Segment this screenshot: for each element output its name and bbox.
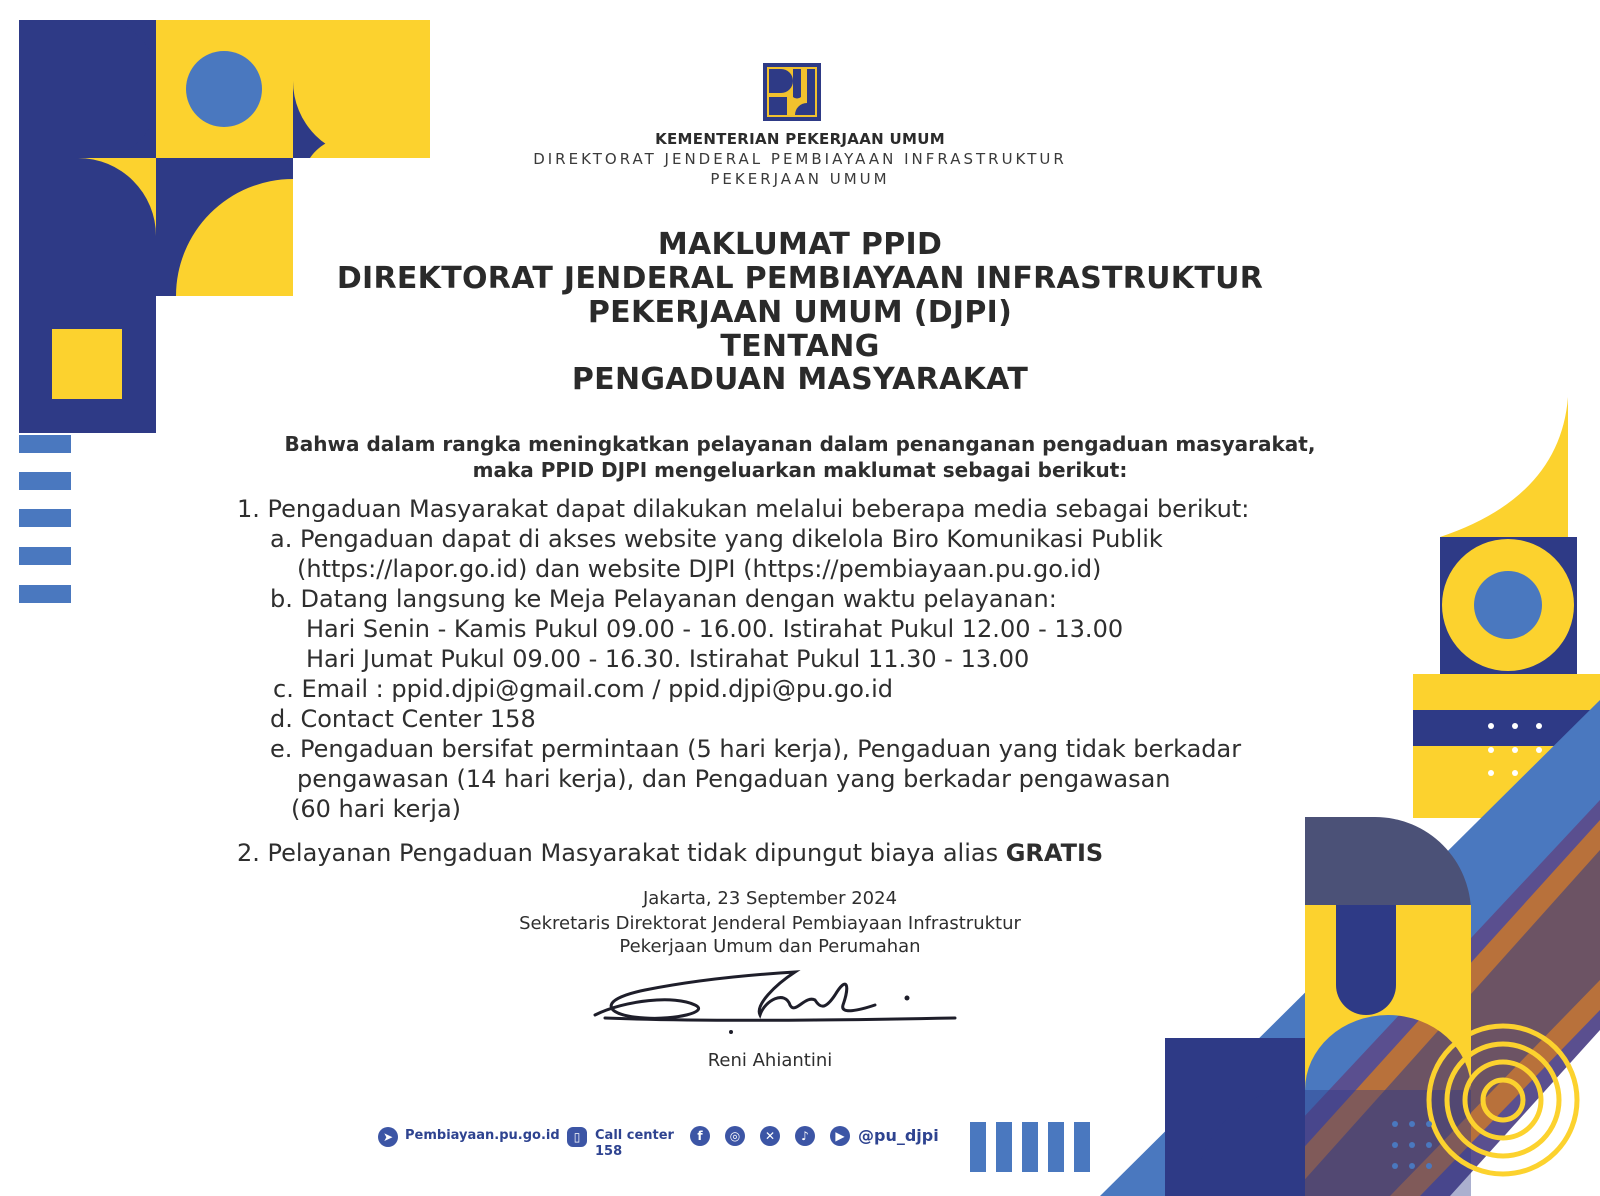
cursor-icon: ➤	[378, 1127, 398, 1147]
point-2-text: 2. Pelayanan Pengaduan Masyarakat tidak dipungut biaya alias	[237, 839, 1006, 867]
point-1b-line3: Hari Jumat Pukul 09.00 - 16.30. Istirahat Pukul 11.30 - 13.00	[306, 645, 1030, 673]
point-2	[237, 838, 1103, 868]
instagram-icon: ◎	[725, 1126, 745, 1146]
tiktok-icon: ♪	[795, 1126, 815, 1146]
phone-icon: ▯	[567, 1127, 587, 1147]
header-directorate-line2: PEKERJAAN UMUM	[710, 170, 890, 188]
point-1d: d. Contact Center 158	[270, 705, 536, 733]
facebook-icon: f	[690, 1126, 710, 1146]
pu-logo	[763, 63, 821, 121]
point-1c: c. Email : ppid.djpi@gmail.com / ppid.djpi@pu.go.id	[273, 675, 893, 703]
handwritten-signature	[585, 960, 965, 1040]
header-directorate-line1: DIREKTORAT JENDERAL PEMBIAYAAN INFRASTRUKTUR	[533, 150, 1067, 168]
point-1: 1. Pengaduan Masyarakat dapat dilakukan melalui beberapa media sebagai berikut:	[237, 495, 1250, 523]
x-icon: ✕	[760, 1126, 780, 1146]
point-2-gratis: GRATIS	[1005, 839, 1104, 867]
title-line1: MAKLUMAT PPID	[657, 227, 943, 262]
footer-website: Pembiayaan.pu.go.id	[405, 1128, 560, 1143]
youtube-icon: ▶	[830, 1126, 850, 1146]
point-1b-line1: b. Datang langsung ke Meja Pelayanan dengan waktu pelayanan:	[270, 585, 1057, 613]
footer-call-line2: 158	[595, 1144, 623, 1159]
point-1a-line1: a. Pengaduan dapat di akses website yang dikelola Biro Komunikasi Publik	[270, 525, 1163, 553]
point-1b-line2: Hari Senin - Kamis Pukul 09.00 - 16.00. Istirahat Pukul 12.00 - 13.00	[306, 615, 1124, 643]
title-line3: PEKERJAAN UMUM (DJPI)	[587, 295, 1013, 330]
header-ministry: KEMENTERIAN PEKERJAAN UMUM	[655, 130, 945, 148]
footer-call-line1: Call center	[595, 1128, 674, 1143]
intro-line2: maka PPID DJPI mengeluarkan maklumat sebagai berikut:	[472, 458, 1128, 482]
sign-position-line2: Pekerjaan Umum dan Perumahan	[619, 936, 921, 957]
sign-place-date: Jakarta, 23 September 2024	[642, 888, 898, 909]
point-1e-line2: pengawasan (14 hari kerja), dan Pengaduan yang berkadar pengawasan	[297, 765, 1171, 793]
title-line4: TENTANG	[720, 329, 880, 364]
point-1a-line2: (https://lapor.go.id) dan website DJPI (https://pembiayaan.pu.go.id)	[297, 555, 1102, 583]
sign-name: Reni Ahiantini	[707, 1050, 833, 1071]
title-line2: DIREKTORAT JENDERAL PEMBIAYAAN INFRASTRUKTUR	[336, 261, 1264, 296]
point-1e-line3: (60 hari kerja)	[291, 795, 462, 823]
intro-line1: Bahwa dalam rangka meningkatkan pelayanan dalam penanganan pengaduan masyarakat,	[284, 432, 1316, 456]
footer-handle: @pu_djpi	[858, 1126, 939, 1145]
point-1e-line1: e. Pengaduan bersifat permintaan (5 hari kerja), Pengaduan yang tidak berkadar	[270, 735, 1242, 763]
title-line5: PENGADUAN MASYARAKAT	[571, 362, 1029, 397]
sign-position-line1: Sekretaris Direktorat Jenderal Pembiayaan Infrastruktur	[519, 913, 1021, 934]
